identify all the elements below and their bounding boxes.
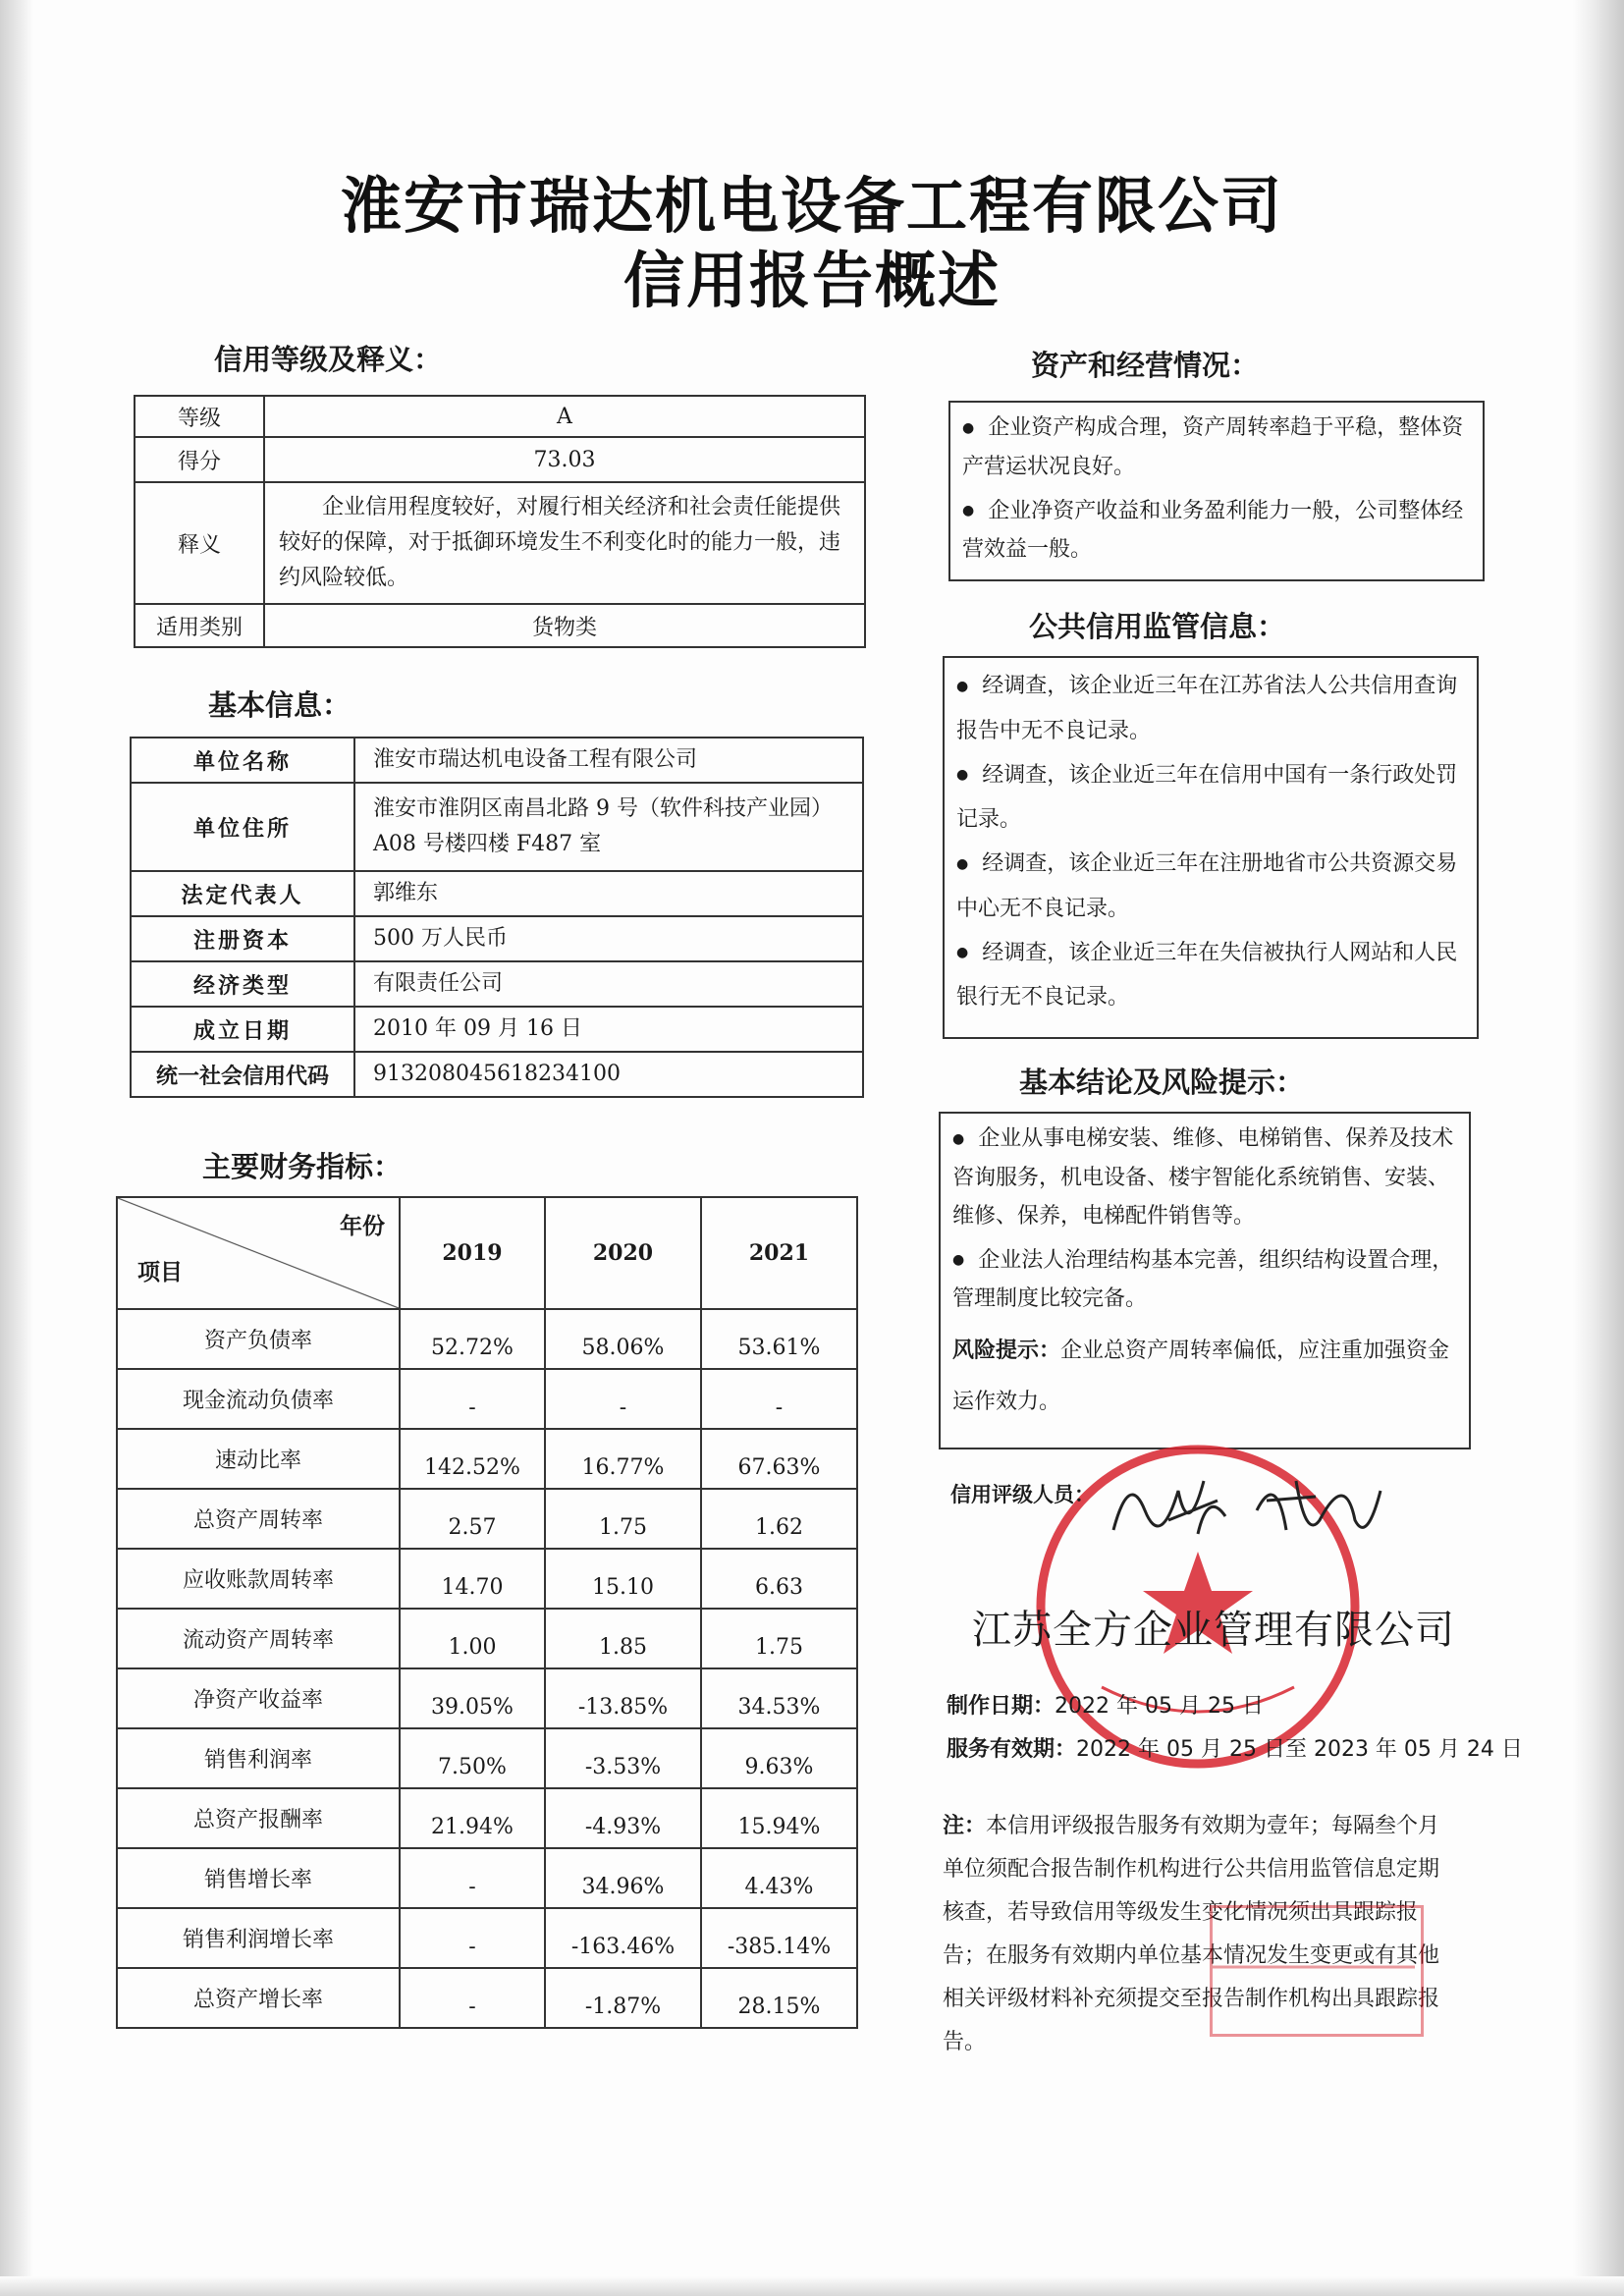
financial-row <box>117 1668 857 1728</box>
financial-row-label: 应收账款周转率 <box>117 1549 400 1609</box>
assets-heading: 资产和经营情况： <box>1031 349 1260 382</box>
financial-row-label: 销售利润增长率 <box>117 1908 400 1968</box>
credit-code-value: 913208045618234100 <box>354 1052 863 1097</box>
financial-value-2019: 39.05% <box>400 1668 545 1728</box>
conclusion-box <box>939 1112 1471 1449</box>
score-label: 得分 <box>135 437 264 482</box>
definition-row <box>135 482 865 604</box>
made-date-label: 制作日期： <box>947 1694 1056 1719</box>
basic-row-founded <box>131 1007 863 1052</box>
financial-row-label: 销售利润率 <box>117 1728 400 1788</box>
representative-value: 郭维东 <box>354 871 863 916</box>
credit-code-label: 统一社会信用代码 <box>131 1052 354 1097</box>
basic-row-name <box>131 738 863 783</box>
financial-value-2020: - <box>545 1369 701 1429</box>
year-header-2019: 2019 <box>400 1197 545 1309</box>
financial-row <box>117 1788 857 1848</box>
financial-value-2020: -4.93% <box>545 1788 701 1848</box>
risk-note <box>941 1326 1469 1428</box>
financial-value-2019: 21.94% <box>400 1788 545 1848</box>
basic-row-type <box>131 961 863 1007</box>
note-text: 本信用评级报告服务有效期为壹年；每隔叁个月单位须配合报告制作机构进行公共信用监管信息定期核查，若导致信用等级发生变化情况须出具跟踪报告；在服务有效期内单位基本情况发生变更或有其他相关评级材料补充须提交至报告制作机构出具跟踪报告。 <box>943 1814 1440 2054</box>
public-bullet: ● 经调查，该企业近三年在信用中国有一条行政处罚记录。 <box>956 762 1458 832</box>
assets-bullet: ● 企业资产构成合理，资产周转率趋于平稳，整体资产营运状况良好。 <box>962 415 1464 479</box>
financial-value-2021: 1.75 <box>701 1609 857 1668</box>
conclusion-heading: 基本结论及风险提示： <box>1019 1066 1305 1099</box>
financial-row-label: 速动比率 <box>117 1429 400 1489</box>
corner-item-label: 项目 <box>137 1260 183 1285</box>
definition-value: 企业信用程度较好，对履行相关经济和社会责任能提供较好的保障，对于抵御环境发生不利变化时的能力一般，违约风险较低。 <box>264 482 865 604</box>
financial-row <box>117 1309 857 1369</box>
year-header-2020: 2020 <box>545 1197 701 1309</box>
year-header-2021: 2021 <box>701 1197 857 1309</box>
financial-value-2020: -163.46% <box>545 1908 701 1968</box>
financial-value-2021: 67.63% <box>701 1429 857 1489</box>
financial-value-2020: -13.85% <box>545 1668 701 1728</box>
financial-value-2020: 58.06% <box>545 1309 701 1369</box>
financial-row <box>117 1429 857 1489</box>
grade-section-heading: 信用等级及释义： <box>214 343 443 376</box>
financial-value-2020: 1.85 <box>545 1609 701 1668</box>
conclusion-bullet: ● 企业从事电梯安装、维修、电梯销售、保养及技术咨询服务，机电设备、楼宇智能化系统销售、安装、维修、保养，电梯配件销售等。 <box>952 1126 1454 1229</box>
financial-value-2020: 15.10 <box>545 1549 701 1609</box>
financial-row <box>117 1549 857 1609</box>
financial-value-2021: 15.94% <box>701 1788 857 1848</box>
risk-label: 风险提示： <box>952 1339 1061 1363</box>
basic-row-representative <box>131 871 863 916</box>
founded-value: 2010 年 09 月 16 日 <box>354 1007 863 1052</box>
grade-value: A <box>264 396 865 437</box>
financial-value-2021: -385.14% <box>701 1908 857 1968</box>
founded-label: 成立日期 <box>131 1007 354 1052</box>
public-credit-box <box>943 656 1479 1039</box>
representative-label: 法定代表人 <box>131 871 354 916</box>
financial-table <box>116 1196 858 2029</box>
agency-name: 江苏全方企业管理有限公司 <box>972 1608 1455 1653</box>
made-date <box>947 1689 1264 1720</box>
valid-period <box>947 1732 1523 1763</box>
grade-label: 等级 <box>135 396 264 437</box>
scan-edge-right <box>1573 0 1624 2296</box>
financial-value-2021: 53.61% <box>701 1309 857 1369</box>
financial-row <box>117 1489 857 1549</box>
financial-row-label: 销售增长率 <box>117 1848 400 1908</box>
financial-body <box>117 1309 857 2028</box>
financial-value-2019: 1.00 <box>400 1609 545 1668</box>
financial-row <box>117 1848 857 1908</box>
financial-value-2019: 2.57 <box>400 1489 545 1549</box>
made-date-value: 2022 年 05 月 25 日 <box>1055 1694 1264 1719</box>
valid-period-label: 服务有效期： <box>947 1737 1077 1762</box>
financial-value-2020: -1.87% <box>545 1968 701 2028</box>
financial-row-label: 总资产增长率 <box>117 1968 400 2028</box>
report-title-company: 淮安市瑞达机电设备工程有限公司 <box>340 170 1283 242</box>
financial-row <box>117 1369 857 1429</box>
corner-year-label: 年份 <box>340 1214 385 1239</box>
financial-value-2021: 28.15% <box>701 1968 857 2028</box>
financial-row-label: 现金流动负债率 <box>117 1369 400 1429</box>
unit-name-value: 淮安市瑞达机电设备工程有限公司 <box>354 738 863 783</box>
basic-row-address <box>131 783 863 871</box>
financial-row-label: 净资产收益率 <box>117 1668 400 1728</box>
risk-text: 企业总资产周转率偏低，应注重加强资金运作效力。 <box>952 1339 1450 1414</box>
financial-value-2019: 142.52% <box>400 1429 545 1489</box>
score-value: 73.03 <box>264 437 865 482</box>
basic-info-table <box>130 737 864 1098</box>
financial-value-2021: 9.63% <box>701 1728 857 1788</box>
address-value: 淮安市淮阴区南昌北路 9 号（软件科技产业园）A08 号楼四楼 F487 室 <box>354 783 863 871</box>
financial-value-2019: - <box>400 1968 545 2028</box>
definition-label: 释义 <box>135 482 264 604</box>
financial-row <box>117 1728 857 1788</box>
grade-row <box>135 396 865 437</box>
conclusion-bullet: ● 企业法人治理结构基本完善，组织结构设置合理，管理制度比较完备。 <box>952 1247 1454 1311</box>
rater-label: 信用评级人员： <box>950 1483 1095 1506</box>
category-label: 适用类别 <box>135 604 264 647</box>
financial-heading: 主要财务指标： <box>202 1150 403 1183</box>
category-row <box>135 604 865 647</box>
note-label: 注： <box>943 1814 987 1838</box>
scan-edge-left <box>0 0 33 2296</box>
financial-value-2019: - <box>400 1369 545 1429</box>
economic-type-value: 有限责任公司 <box>354 961 863 1007</box>
valid-period-value: 2022 年 05 月 25 日至 2023 年 05 月 24 日 <box>1076 1737 1523 1762</box>
public-bullet: ● 经调查，该企业近三年在注册地省市公共资源交易中心无不良记录。 <box>956 851 1458 921</box>
public-bullet: ● 经调查，该企业近三年在失信被执行人网站和人民银行无不良记录。 <box>956 940 1458 1010</box>
address-label: 单位住所 <box>131 783 354 871</box>
financial-value-2021: 6.63 <box>701 1549 857 1609</box>
public-bullet: ● 经调查，该企业近三年在江苏省法人公共信用查询报告中无不良记录。 <box>956 674 1458 743</box>
financial-row <box>117 1908 857 1968</box>
assets-box <box>948 401 1485 581</box>
basic-row-credit-code <box>131 1052 863 1097</box>
financial-header-row <box>117 1197 857 1309</box>
financial-value-2021: - <box>701 1369 857 1429</box>
unit-name-label: 单位名称 <box>131 738 354 783</box>
financial-value-2020: 1.75 <box>545 1489 701 1549</box>
public-credit-heading: 公共信用监管信息： <box>1029 610 1286 643</box>
economic-type-label: 经济类型 <box>131 961 354 1007</box>
financial-row-label: 流动资产周转率 <box>117 1609 400 1668</box>
score-row <box>135 437 865 482</box>
financial-value-2019: - <box>400 1908 545 1968</box>
scan-edge-bottom <box>0 2276 1624 2296</box>
assets-bullet: ● 企业净资产收益和业务盈利能力一般，公司整体经营效益一般。 <box>962 498 1464 562</box>
financial-value-2020: 16.77% <box>545 1429 701 1489</box>
financial-row-label: 资产负债率 <box>117 1309 400 1369</box>
basic-info-heading: 基本信息： <box>208 688 352 722</box>
financial-value-2019: 7.50% <box>400 1728 545 1788</box>
financial-value-2020: -3.53% <box>545 1728 701 1788</box>
financial-value-2021: 34.53% <box>701 1668 857 1728</box>
financial-value-2019: - <box>400 1848 545 1908</box>
financial-value-2020: 34.96% <box>545 1848 701 1908</box>
category-value: 货物类 <box>264 604 865 647</box>
report-title-overview: 信用报告概述 <box>623 245 1001 316</box>
basic-row-capital <box>131 916 863 961</box>
capital-value: 500 万人民币 <box>354 916 863 961</box>
financial-value-2021: 1.62 <box>701 1489 857 1549</box>
rater-signature <box>1110 1461 1384 1550</box>
financial-row-label: 总资产周转率 <box>117 1489 400 1549</box>
financial-value-2019: 52.72% <box>400 1309 545 1369</box>
red-seal-box <box>1210 1905 1424 2037</box>
financial-row <box>117 1968 857 2028</box>
financial-row-label: 总资产报酬率 <box>117 1788 400 1848</box>
capital-label: 注册资本 <box>131 916 354 961</box>
financial-row <box>117 1609 857 1668</box>
financial-value-2021: 4.43% <box>701 1848 857 1908</box>
grade-table <box>134 395 866 648</box>
financial-corner-cell <box>117 1197 400 1309</box>
financial-value-2019: 14.70 <box>400 1549 545 1609</box>
